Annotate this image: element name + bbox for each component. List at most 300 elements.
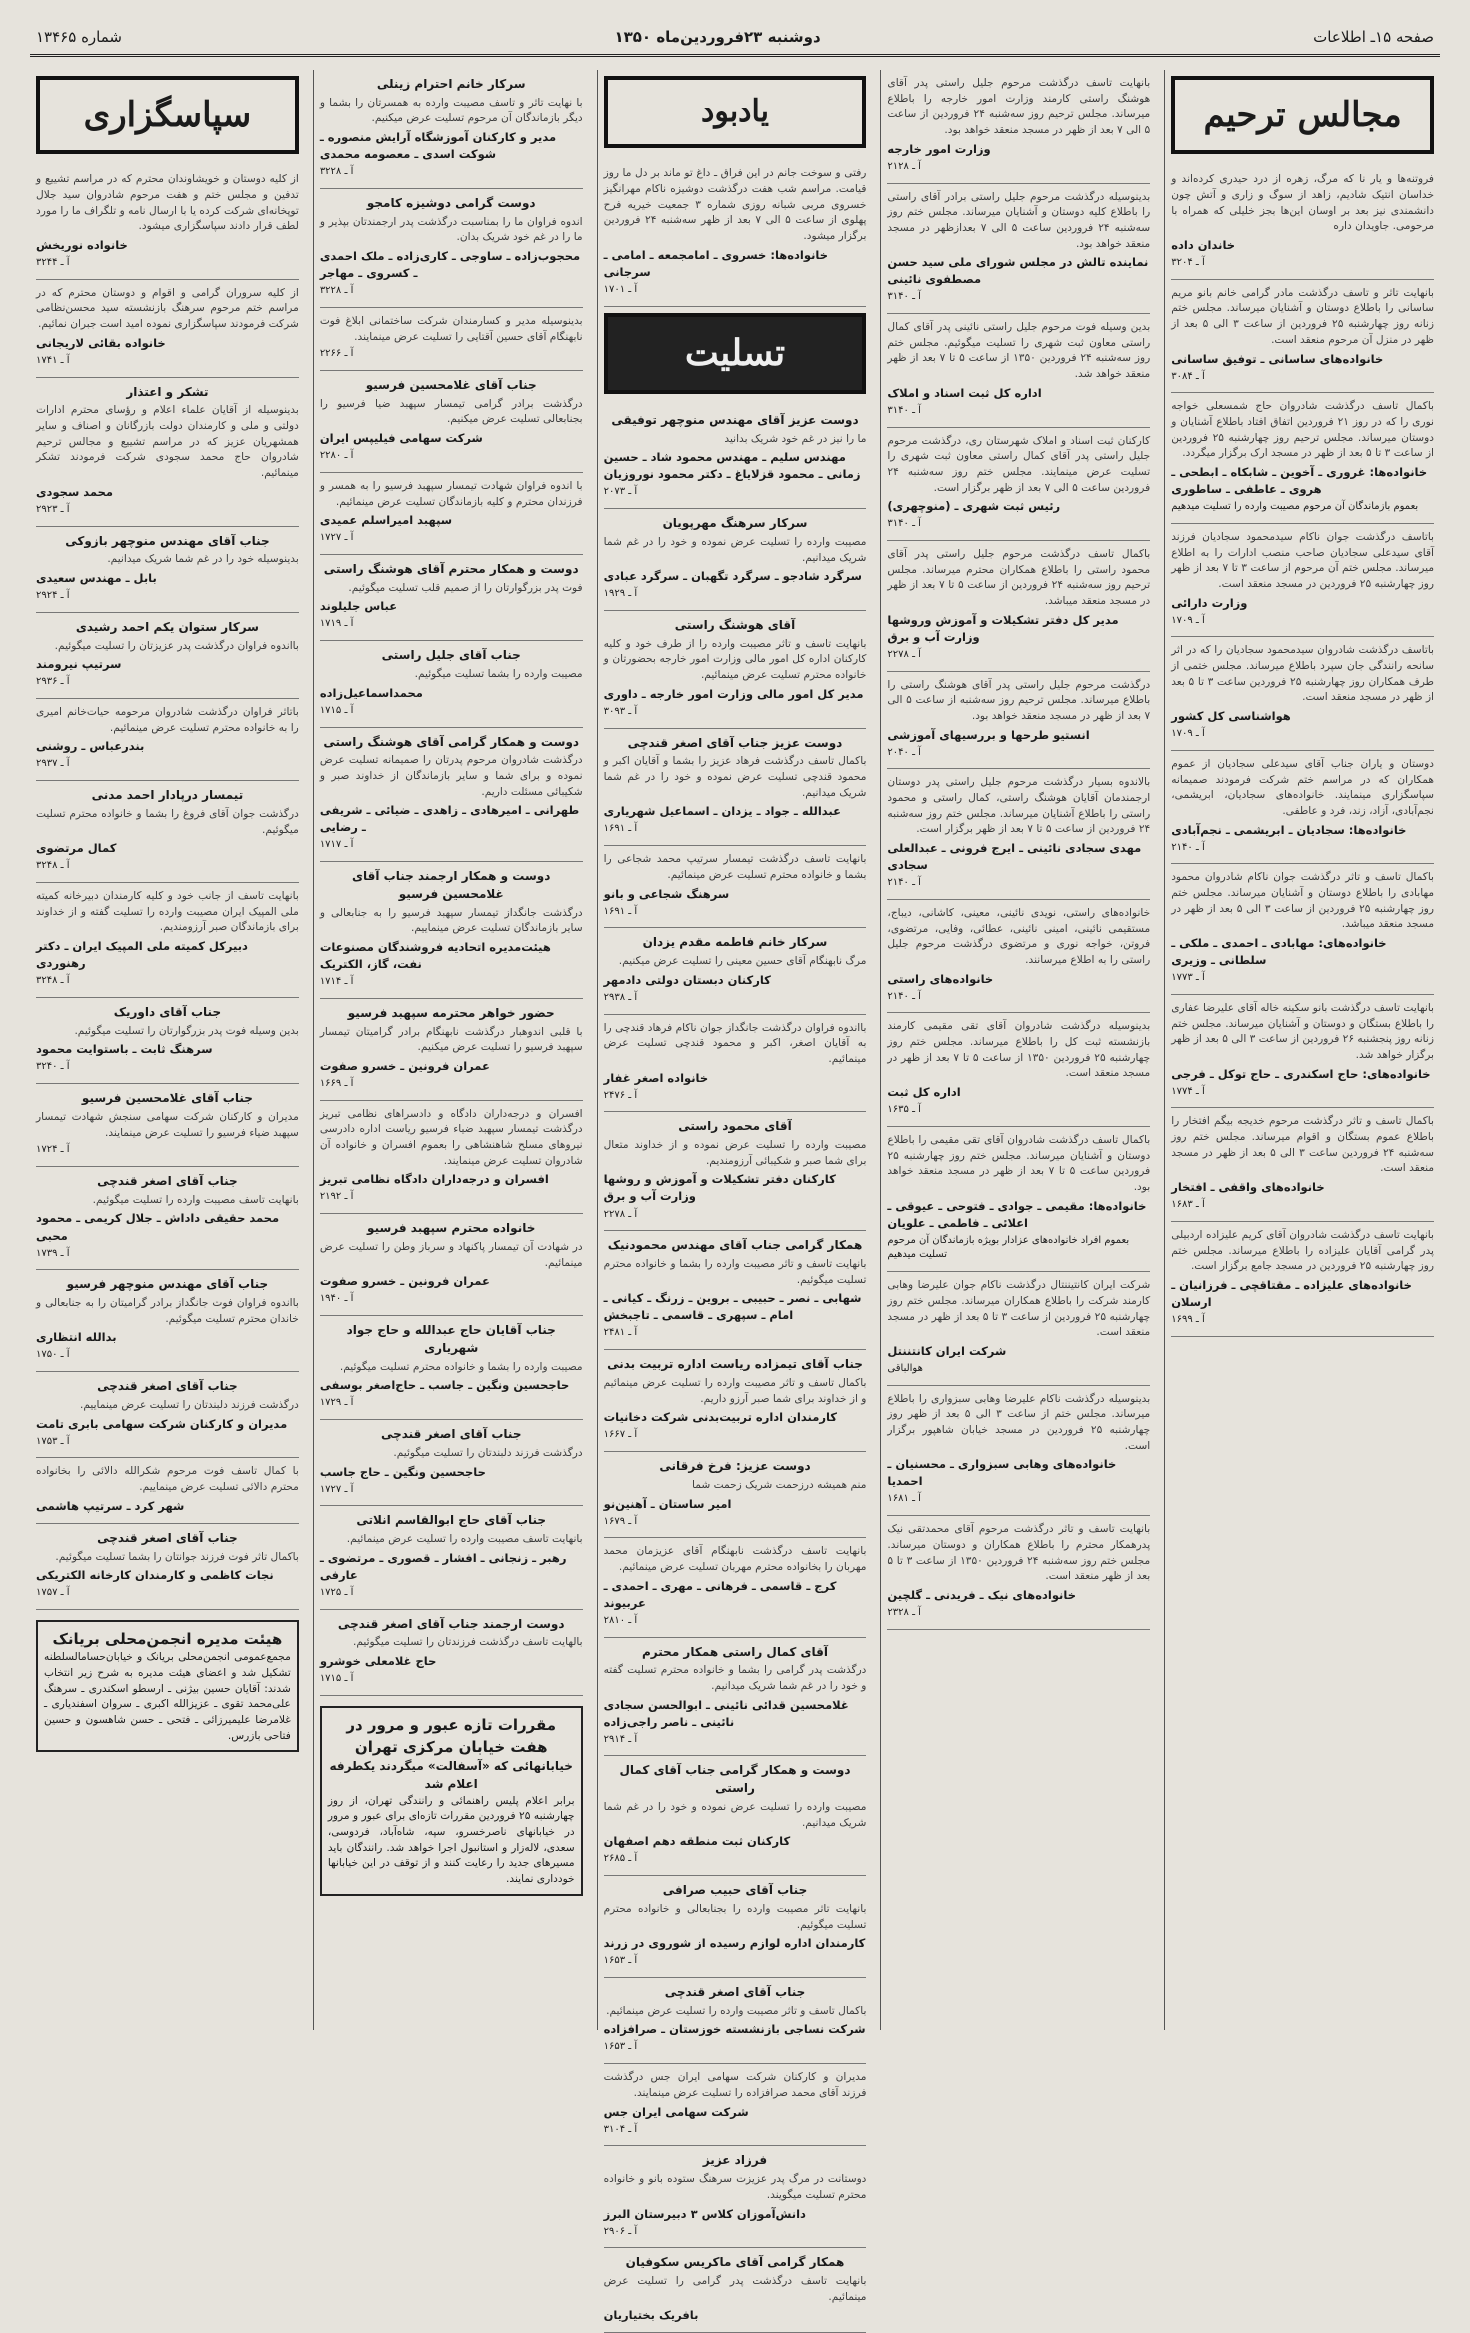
- notice-title: دوست و همکار گرامی آقای هوشنگ راستی: [323, 734, 580, 749]
- notice-body: مصیبت وارده را تسلیت عرض نموده و خود را در غم شما شریک میدانیم.: [603, 535, 867, 564]
- notice-number: آ ـ ۳۰۸۴: [1171, 370, 1205, 382]
- notice-signature: سرهنگ شجاعی و بانو: [603, 886, 730, 901]
- notice: [36, 883, 299, 998]
- notice-body: بدین وسیله فوت مرحوم جلیل راستی نائینی پدر آقای کمال راستی معاون ثبت شهری را تسلیت میگوئیم. مجلس ختم روز سه‌شنبه ۲۴ فروردین ۱۳۵۰ از ساعت ۵ تا ۷ بعد از ظهر منعقد خواهد شد.: [887, 321, 1151, 381]
- notice: [36, 1458, 299, 1523]
- notice-signature: شرکت ایران کانتننتل: [887, 1343, 1007, 1358]
- notice-body: بدینوسیله خود را در غم شما شریک میدانیم.: [107, 553, 299, 566]
- notice-body: مصیبت وارده را بشما و خانواده محترم تسلیت میگوئیم.: [339, 1360, 583, 1373]
- notice: [604, 729, 867, 847]
- notice-title: تیمسار درپادار احمد مدنی: [91, 788, 244, 803]
- notice-signature: نجات کاظمی و کارمندان کارخانه الکتریکی: [36, 1568, 274, 1583]
- notice-number: آ ـ ۳۲۴۴: [36, 257, 70, 269]
- notice: [887, 900, 1150, 1014]
- notice: [604, 1112, 867, 1231]
- notice-body: منم همیشه درزحمت شریک زحمت شما: [692, 1478, 867, 1491]
- notice-signature: وزارت امور خارجه: [887, 141, 991, 156]
- news-body: برابر اعلام پلیس راهنمائی و رانندگی تهران، از روز چهارشنبه ۲۵ فروردین مقررات تازه‌ای برای عبور و مرور در خیابانهای ناصرخسرو، سپه، شاه‌آباد، فردوسی، سعدی، لاله‌زار و استانبول اجرا خواهد شد. رانندگان باید مسیرهای جدید را رعایت کنند و از توقف در این خیابانها خودداری نمایند.: [327, 1794, 575, 1886]
- notice-signature: خانواده بقائی لاریجانی: [36, 335, 166, 350]
- notice-body: درگذشت جانگداز تیمسار سپهبد فرسیو را به جنابعالی و سایر بازماندگان تسلیت عرض مینماییم.: [319, 906, 583, 935]
- notice-title: جناب آقای حبیب صرافی: [662, 1883, 808, 1898]
- notice-signature: شهابی ـ نصر ـ حبیبی ـ بروین ـ زرنگ ـ کیانی ـ امام ـ سپهری ـ قاسمی ـ تاجبخش: [603, 1291, 862, 1323]
- notice: [36, 699, 299, 781]
- notice-body: مدیران و کارکنان شرکت سهامی سنجش شهادت تیمسار سپهبد ضیاء فرسیو را تسلیت عرض مینمایند.: [36, 1110, 299, 1139]
- notice-signature: غلامحسین قدائی نائینی ـ ابوالحسن سجادی نائینی ـ ناصر راجی‌زاده: [603, 1697, 849, 1729]
- notice: [887, 184, 1150, 315]
- notice-signature: نماینده تالش در مجلس شورای ملی سید حسن مصطفوی نائینی: [887, 255, 1149, 287]
- notice-signature: کرج ـ قاسمی ـ فرهانی ـ مهری ـ احمدی ـ عربیوند: [603, 1578, 837, 1610]
- notice: [887, 70, 1150, 184]
- notice-title: سرکار سرهنگ مهرپویان: [662, 516, 808, 531]
- notice-number: بعموم افراد خانواده‌های عزادار بویژه بازماندگان آن مرحوم تسلیت میدهیم: [887, 1234, 1130, 1261]
- notice-body: از کلیه سروران گرامی و اقوام و دوستان محترم که در مراسم ختم مرحوم سرهنگ بازنشسته سید محسن‌نظامی شرکت فرمودند سپاسگزاری نموده امید است جبران نمائیم.: [36, 286, 299, 331]
- notice-body: دوستان و یاران جناب آقای سیدعلی سجادیان از عموم همکاران که در مراسم ختم شرکت فرمودند صمیمانه سپاسگزاری مینمایند. خانواده‌های سجادیان، ابریشمی، نجم‌آبادی، آزاد، زند، فرد و عاطفی.: [1171, 757, 1434, 817]
- notice-title: تشکر و اعتذار: [126, 384, 209, 399]
- notice-number: آ ـ ۳۲۴۸: [36, 975, 70, 987]
- notice-body: اندوه فراوان ما را بمناسبت درگذشت پدر ارجمندتان بپذیر و ما را در غم خود شریک بدان.: [319, 215, 583, 244]
- notice: [604, 1638, 867, 1757]
- notice-body: باکمال تاسف و تاثر مصیبت وارده را تسلیت عرض مینمائیم.: [606, 2004, 867, 2017]
- notice-title: فرزاد عزیز: [702, 2153, 768, 2168]
- notice-signature: خانواده‌های راستی: [887, 971, 994, 986]
- date-label: دوشنبه ۲۳فروردین‌ماه ۱۳۵۰: [614, 28, 821, 46]
- notice-title: جناب آقای تیمزاده ریاست اداره تربیت بدنی: [607, 1357, 863, 1372]
- notice-number: آ ـ ۳۲۲۸: [319, 166, 354, 178]
- notice-signature: خانواده‌های علیزاده ـ مقتاقچی ـ فرزانیان ـ ارسلان: [1171, 1277, 1412, 1309]
- notice-body: بانهایت تاسف و تاثر درگذشت مرحوم آقای محمدتقی نیک پدرهمکار محترم را باطلاع همکاران و دوستان میرساند. مجلس ختم روز سه‌شنبه ۲۴ فروردین ۱۳۵۰ از ساعت ۳ تا ۵ بعد از ظهر منعقد است.: [887, 1523, 1151, 1583]
- notice: [1171, 280, 1434, 394]
- notice-title: جناب آقای داوریک: [113, 1004, 222, 1019]
- notice-number: آ ـ ۲۶۸۵: [603, 1853, 638, 1865]
- notice-body: مصیبت وارده را تسلیت عرض نموده و خود را در غم شما شریک میدانیم.: [603, 1800, 867, 1829]
- notice-body: باکمال تاسف و تاثر درگذشت مرحوم خدیجه بیگم افتخار را باطلاع عموم بستگان و اقوام میرساند. مجلس ختم روز سه‌شنبه ۲۴ فروردین ساعت ۳ الی ۵ بعد از ظهر در مسجد منعقد است.: [1171, 1115, 1434, 1175]
- notice-number: آ ـ ۱۹۲۹: [603, 588, 638, 600]
- notice: [604, 1538, 867, 1637]
- section-banner: یادبود: [604, 76, 867, 148]
- notice-number: آ ـ ۲۹۱۴: [603, 1733, 638, 1745]
- notice-number: آ ـ ۲۲۸۰: [319, 450, 354, 462]
- notice-body: از کلیه دوستان و خویشاوندان محترم که در مراسم تشییع و تدفین و مجلس ختم و هفت مرحوم شادروان سید جلال توپخانه‌ای شرکت کرده یا با ارسال نامه و تلگراف ما را مورد لطف قرار دادند سپاسگزاری میشود.: [36, 173, 299, 233]
- notice: [604, 611, 867, 729]
- notice-body: مرگ نابهنگام آقای حسین معینی را تسلیت عرض میکنیم.: [618, 955, 867, 968]
- notice-body: بانهایت تاسف درگذشت شادروان آقای کریم علیزاده اردبیلی پدر گرامی آقایان علیزاده را باطلاع میرساند. مجلس ختم روز چهارشنبه ۲۵ فروردین در مسجد جامع برگزار است.: [1171, 1228, 1434, 1273]
- notice-signature: سرگرد شادجو ـ سرگرد تگهبان ـ سرگرد عبادی: [603, 569, 862, 584]
- notices-list: [320, 70, 583, 1696]
- notice-title: آقای کمال راستی همکار محترم: [642, 1644, 828, 1659]
- notice-signature: عباس جلیلوند: [319, 599, 398, 614]
- notice-title: جناب آقای اصغر قندچی: [664, 1985, 806, 2000]
- notice-body: با نهایت تاثر و تاسف مصیبت وارده به همسرتان را بشما و دیگر بازماندگان آن مرحوم تسلیت عرض میکنیم.: [319, 96, 583, 125]
- notice-number: آ ـ ۱۷۷۳: [1171, 972, 1205, 984]
- notice-title: سرکار خانم احترام زینلی: [376, 77, 526, 91]
- notice-body: درگذشت فرزند دلبندتان را تسلیت عرض مینماییم.: [79, 1398, 299, 1411]
- notice-number: آ ـ ۲۱۴۰: [1171, 841, 1205, 853]
- notice-number: آ ـ ۲۱۹۲: [319, 1191, 354, 1203]
- notice: [36, 280, 299, 378]
- notice-signature: مدیر کل امور مالی وزارت امور خارجه ـ داوری: [603, 686, 864, 701]
- notice-body: درگذشت پدر گرامی را بشما و خانواده محترم تسلیت گفته و خود را در غم شما شریک میدانیم.: [603, 1664, 867, 1692]
- notice: [36, 781, 299, 883]
- notice-title: دوست گرامی دوشیزه کامجو: [366, 195, 536, 210]
- notice-signature: شرکت سهامی فیلیپس ایران: [319, 431, 483, 446]
- notice-number: آ ـ ۲۲۷۸: [887, 648, 921, 660]
- column-acknowledgments: [30, 70, 305, 2030]
- notice: [887, 428, 1150, 542]
- column-ceremonies-continued: [880, 70, 1156, 2030]
- notice-body: مصیبت وارده را تسلیت عرض نموده و از خداوند متعال برای شما صبر و شکیبائی آرزومندیم.: [603, 1139, 867, 1167]
- notice-signature: خانواده‌های وهابی سبزواری ـ محسنیان ـ احمدیا: [887, 1457, 1117, 1489]
- notice-number: آ ـ ۱۶۶۹: [319, 1077, 354, 1089]
- notice-body: باکمال تاسف و تاثر مصیبت وارده را تسلیت عرض مینمائیم و از خداوند برای شما صبر آرزو داریم.: [603, 1376, 867, 1405]
- notice: [1171, 637, 1434, 751]
- notice-title: جناب آقای مهندس منوچهر بازوکی: [65, 533, 270, 548]
- notice: [1171, 751, 1434, 865]
- notice-signature: کمال مرتضوی: [36, 841, 117, 856]
- notice-title: خانواده محترم سپهبد فرسیو: [367, 1221, 536, 1236]
- news-title: مقررات تازه عبور و مرور در هفت خیابان مرکزی تهران: [346, 1715, 557, 1756]
- notice: [320, 189, 583, 308]
- notice-body: باکمال تاسف درگذشت مرحوم جلیل راستی پدر آقای محمود راستی را باطلاع همکاران محترم میرساند. مجلس ترحیم روز سه‌شنبه ۲۴ فروردین از ساعت ۵ تا ۷ بعد از ظهر در مسجد منعقد میباشد.: [887, 548, 1151, 608]
- notice-signature: محجوب‌زاده ـ ساوجی ـ کاری‌زاده ـ ملک احمدی ـ کسروی ـ مهاجر: [319, 249, 581, 281]
- notice-body: کارکنان ثبت اسناد و املاک شهرستان ری، درگذشت مرحوم جلیل راستی پدر آقای کمال راستی معاون ثبت شهری را تسلیت عرض مینمایند. مجلس ختم روز سه‌شنبه ۲۴ فروردین ساعت ۵ الی ۷ بعد از ظهر برگزار است.: [887, 434, 1151, 494]
- notice-number: آ ـ ۱۷۰۹: [1171, 614, 1205, 626]
- notice: [604, 846, 867, 928]
- notice-signature: هواشناسی کل کشور: [1171, 709, 1291, 724]
- notices-list: [887, 70, 1150, 1630]
- notice-signature: عبدالله ـ جواد ـ یزدان ـ اسماعیل شهریاری: [603, 804, 841, 819]
- notice-title: دوست ارجمند جناب آقای اصغر قندچی: [337, 1616, 565, 1631]
- notice-body: باکمال تاسف درگذشت شادروان حاج شمسعلی خواجه نوری را که در روز ۲۱ فروردین اتفاق افتاد باطلاع آشنایان و دوستان میرساند. مجلس ترحیم روز چهارشنبه ۲۵ فروردین از ساعت ۳ تا ۵ بعد از ظهر در مسجد ارک برگزار میگردد.: [1171, 400, 1434, 460]
- notice-body: باتاثر فراوان درگذشت شادروان مرحومه حیات‌خانم امیری را به خانواده محترم تسلیت عرض مینمائیم.: [36, 706, 299, 734]
- notice-body: درگذشت مرحوم جلیل راستی پدر آقای هوشنگ راستی را باطلاع میرساند. مجلس ترحیم روز سه‌شنبه از ساعت ۵ الی ۷ بعد از ظهر در مسجد منعقد خواهد بود.: [887, 678, 1151, 722]
- notice: [1171, 864, 1434, 995]
- notice-number: آ ـ ۲۴۸۱: [603, 1327, 638, 1339]
- notice-title: دوست و همکار ارجمند جناب آقای غلامحسین فرسیو: [352, 869, 551, 901]
- notice: [887, 769, 1150, 900]
- notice-body: درگذشت فرزند دلبندتان را تسلیت میگوئیم.: [393, 1446, 583, 1459]
- page-label: صفحه ۱۵ـ اطلاعات: [1313, 28, 1434, 46]
- notice-signature: بندرعباس ـ روشنی: [36, 739, 145, 754]
- notice-body: رفتی و سوخت جانم در این فراق ـ داغ تو ماند بر دل ما روز قیامت. مراسم شب هفت درگذشت دوشیزه ناکام مهرانگیز خسروی مربی شبانه روزی شماره ۳ جمعیت خیریه فرح پهلوی از ساعت ۵ الی ۷ بعد از ظهر سه‌شنبه ۲۴ فروردین برگزار میشود.: [603, 167, 867, 243]
- notice-number: آ ـ ۲۸۱۰: [603, 1614, 638, 1626]
- notice-signature: دانش‌آموزان کلاس ۳ دبیرستان البرز: [603, 2206, 806, 2221]
- notice-number: آ ـ ۲۳۲۸: [887, 1606, 921, 1618]
- notice: [1171, 1222, 1434, 1337]
- news-subtitle: خیابانهائی که «آسفالت» میگردند یکطرفه اعلام شد: [329, 1759, 573, 1791]
- notice-title: دوست عزیز جناب آقای اصغر قندچی: [627, 735, 843, 750]
- notice-body: بااندوه فراوان فوت جانگداز برادر گرامیتان را به جنابعالی و خاندان محترم تسلیت میگوئیم.: [36, 1297, 299, 1325]
- notice-number: آ ـ ۲۰۴۰: [887, 746, 921, 758]
- notice-signature: خانواده‌ها: غروری ـ آخوین ـ شابکاه ـ ابطحی ـ هروی ـ عاطفی ـ ساطوری: [1171, 465, 1428, 497]
- notice-body: بانهایت تاسف درگذشت مرحوم جلیل راستی پدر آقای هوشنگ راستی کارمند وزارت امور خارجه را باطلاع میرساند. مجلس ترحیم روز سه‌شنبه ۲۴ فروردین از ساعت ۵ الی ۷ بعد از ظهر در مسجد منعقد خواهد بود.: [887, 77, 1151, 137]
- notice-number: آ ـ ۳۲۰۴: [1171, 257, 1205, 269]
- notice: [604, 1350, 867, 1452]
- notice: [604, 406, 867, 509]
- notice-signature: خانواده‌های نیک ـ فریدنی ـ گلچین: [887, 1587, 1076, 1602]
- notice-body: بااندوه فراوان درگذشت جانگداز جوان ناکام فرهاد قندچی را به آقایان اصغر، اکبر و محمود قندچی تسلیت عرض مینمائیم.: [603, 1021, 867, 1065]
- notice-body: مدیران و کارکنان شرکت سهامی ایران جس درگذشت فرزند آقای محمد صرافزاده را تسلیت عرض مینمایند.: [603, 2071, 867, 2099]
- notice-body: بانهایت تاسف و تاثر مصیبت وارده را بشما و خانواده محترم تسلیت میگوئیم.: [603, 1258, 867, 1286]
- notice-number: آ ـ ۱۷۱۵: [319, 704, 354, 716]
- notice-title: دوست عزیز: فرخ فرقانی: [659, 1459, 811, 1474]
- notice-body: درگذشت برادر گرامی تیمسار سپهبد ضیا فرسیو را بجنابعالی تسلیت عرض میکنیم.: [319, 397, 583, 426]
- notice-number: آ ـ ۲۱۴۰: [887, 990, 921, 1002]
- notice-number: آ ـ ۱۶۵۳: [603, 2041, 638, 2053]
- notice-body: باتاسف درگذشت شادروان سیدمحمود سجادیان را که در اثر سانحه رانندگی جان سپرد باطلاع میرساند. مجلس ختمی از طرف همکاران روز چهارشنبه ۲۵ فروردین ساعت ۳ تا ۵ بعد از ظهر در مسجد منعقد است.: [1171, 644, 1434, 704]
- notice-body: باکمال تاسف درگذشت فرهاد عزیز را بشما و آقایان اکبر و محمود قندچی تسلیت عرض نموده و خود را در غم شما شریک میدانیم.: [603, 755, 867, 799]
- newspaper-page: [30, 20, 1440, 2323]
- notice-body: در شهادت آن تیمسار پاکنهاد و سرباز وطن را تسلیت عرض مینمائیم.: [319, 1240, 583, 1269]
- notice-body: باکمال تاسف و تاثر درگذشت جوان ناکام شادروان محمود مهابادی را باطلاع دوستان و آشنایان میرساند. مجلس ختم روز چهارشنبه ۲۵ فروردین از ساعت ۳ الی ۵ بعد از ظهر در مسجد منعقد میباشد.: [1171, 871, 1434, 931]
- notice: [604, 928, 867, 1014]
- notice-signature: دبیرکل کمیته ملی المپیک ایران ـ دکتر رهنوردی: [36, 939, 248, 971]
- notice-signature: سپهبد امیراسلم عمیدی: [319, 513, 453, 528]
- notice-signature: محمد سجودی: [36, 484, 114, 499]
- notice-body: ما را نیز در غم خود شریک بدانید: [724, 432, 867, 445]
- notice-signature: مهندس سلیم ـ مهندس محمود شاد ـ حسین زمانی ـ محمود قزلایاغ ـ دکتر محمود نوروزیان: [603, 450, 861, 482]
- notice: [1171, 393, 1434, 524]
- notice: [320, 1610, 583, 1696]
- notices-list: [604, 406, 867, 2333]
- notice-signature: عمران فرونین ـ خسرو صفوت: [319, 1058, 490, 1073]
- notice-signature: حاجحسین ونگین ـ حاج جاسب: [319, 1464, 486, 1479]
- notice: [320, 371, 583, 473]
- notice-number: آ ـ ۱۷۲۷: [319, 1483, 354, 1495]
- notice: [604, 1015, 867, 1113]
- notice-signature: کارمندان اداره لوازم رسیده از شوروی در زرند: [603, 1936, 866, 1951]
- notice-body: بدینوسیله مدیر و کسارمندان شرکت ساختمانی ابلاغ فوت نابهنگام آقای حسین آقتایی را تسلیت عرض مینمایند.: [319, 314, 583, 343]
- notice: [604, 160, 867, 306]
- notice-body: شرکت ایران کانتیننتال درگذشت ناکام جوان علیرضا وهابی کارمند شرکت را باطلاع همکاران میرساند. مجلس ختم روز چهارشنبه ۲۵ فروردین از ساعت ۳ تا ۵ بعد از ظهر در مسجد منعقد است.: [887, 1279, 1151, 1339]
- notice-number: آ ـ ۱۷۱۴: [319, 975, 354, 987]
- notice-body: بانهایت تاثر مصیبت وارده را بجنابعالی و خانواده محترم تسلیت میگوئیم.: [603, 1902, 867, 1931]
- column-condolences-2: [313, 70, 589, 2030]
- notice-body: بدینوسیله درگذشت شادروان آقای تقی مقیمی کارمند بازنشسته ثبت کل را باطلاع میرساند. مجلس ختم روز چهارشنبه ۲۵ فروردین ۱۳۵۰ از ساعت ۵ تا ۷ بعد از ظهر در مسجد منعقد است.: [887, 1020, 1151, 1080]
- notice: [604, 1452, 867, 1538]
- notice: [36, 1270, 299, 1372]
- notice-body: بدینوسیله درگذشت مرحوم جلیل راستی برادر آقای راستی را باطلاع کلیه دوستان و آشنایان میرساند. مجلس ختم روز سه‌شنبه ۲۴ فروردین ساعت ۵ الی ۷ بعدازظهر در مسجد منعقد خواهد بود.: [887, 190, 1151, 250]
- notice-title: دوست و همکار محترم آقای هوشنگ راستی: [323, 562, 579, 577]
- notice: [320, 1101, 583, 1215]
- notice-number: آ ـ ۱۷۵۰: [36, 1349, 70, 1361]
- notice-signature: خانواده‌ها: مقیمی ـ جوادی ـ فتوحی ـ عیوقی ـ اعلائی ـ فاطمی ـ علویان: [887, 1198, 1147, 1230]
- column-memorial-condolences: [597, 70, 873, 2323]
- notice-signature: کارمندان اداره تربیت‌بدنی شرکت دخانیات: [603, 1410, 837, 1425]
- notice-number: آ ـ ۳۱۴۰: [887, 518, 921, 530]
- notice-number: آ ـ ۳۲۲۸: [319, 285, 354, 297]
- notice-signature: کارکنان ثبت منطقه دهم اصفهان: [603, 1834, 791, 1849]
- notice-signature: حاجحسین ونگین ـ جاسب ـ حاج‌اصغر بوسفی: [319, 1378, 570, 1393]
- notice-signature: عمران فرونین ـ خسرو صفوت: [319, 1274, 490, 1289]
- notice: [887, 1127, 1150, 1272]
- notice-signature: رهبر ـ زنجانی ـ افشار ـ قصوری ـ مرتضوی ـ عارفی: [319, 1550, 567, 1582]
- notice-title: جناب آقایان حاج عبدالله و حاج جواد شهریاری: [346, 1323, 556, 1355]
- notice-number: آ ـ ۱۷۷۴: [1171, 1085, 1205, 1097]
- notice-number: آ ـ ۱۷۰۹: [1171, 728, 1205, 740]
- notice: [887, 1516, 1150, 1630]
- notice-title: سرکار ستوان یکم احمد رشیدی: [75, 619, 259, 634]
- notice-number: آ ـ ۱۶۶۷: [603, 1429, 638, 1441]
- notice-signature: وزارت دارائی: [1171, 595, 1248, 610]
- notice-body: بدینوسیله درگذشت ناکام علیرضا وهابی سبزواری را باطلاع میرساند. مجلس ختم از ساعت ۳ الی ۵ بعد از ظهر روز چهارشنبه ۲۵ فروردین در مسجد خیابان شاهپور برگزار است.: [887, 1392, 1151, 1452]
- notice-signature: طهرانی ـ امیرهادی ـ زاهدی ـ ضیائی ـ شریفی ـ رضایی: [319, 803, 580, 835]
- notice-title: جناب آقای غلامحسین فرسیو: [81, 1091, 253, 1106]
- notice-number: آ ـ ۳۱۴۰: [887, 291, 921, 303]
- notices-list: [604, 160, 867, 306]
- notice-signature: اداره کل ثبت اسناد و املاک: [887, 385, 1042, 400]
- notice-title: جناب آقای اصغر قندچی: [380, 1427, 522, 1442]
- notice: [320, 70, 583, 189]
- notice: [887, 1386, 1150, 1517]
- notice: [36, 998, 299, 1084]
- notice-number: آ ـ ۲۲۷۸: [603, 1208, 638, 1220]
- notice-signature: خانواده اصغر غفار: [603, 1070, 709, 1085]
- notice-signature: مدیر کل دفتر تشکیلات و آموزش وروشها وزارت آب و برق: [887, 612, 1119, 644]
- notice-body: فروتنه‌ها و یار نا که مرگ، زهره از درد حیدری کرده‌اند و خداسان انتیک شادیم، زاهد از سوگ و زاری و آتش چون دانشمندی نیز بعد بر اوسان این‌ها بجز خلیلی که همراه با مرحومی. جاویدان داره: [1171, 173, 1434, 233]
- notice-body: بدین وسیله فوت پدر بزرگوارتان را تسلیت میگوئیم.: [74, 1024, 299, 1037]
- notice: [604, 1876, 867, 1978]
- notice-number: آ ـ ۱۷۲۵: [319, 1586, 354, 1598]
- notice: [320, 1506, 583, 1609]
- notice: [320, 862, 583, 999]
- news-body: مجمع‌عمومی انجمن‌محلی بریانک و خیابان‌حسامالسلطنه تشکیل شد و اعضای هیئت مدیره به شرح زیر انتخاب شدند: آقایان حسین بیژنی ـ ارسطو اسکندری ـ سرهنگ علی‌محمد تقوی ـ عزیزالله اکبری ـ سروان اسفندیاری ـ غلامرضا علیمیرزائی ـ فتحی ـ حسن شاهسون و حسین فتاحی بازرس.: [44, 1651, 291, 1742]
- notice: [1171, 995, 1434, 1109]
- notice-body: با کمال تاسف فوت مرحوم شکرالله دالائی را بخانواده محترم دالائی تسلیت عرض مینماییم.: [36, 1465, 299, 1494]
- column-condolence-ceremonies: [1164, 70, 1440, 2030]
- notice-signature: سرتیپ نیرومند: [36, 657, 122, 672]
- notice-signature: بدالله انتظاری: [36, 1330, 117, 1345]
- notice: [36, 378, 299, 527]
- notice: [604, 1231, 867, 1350]
- notice-body: باکمال تاثر فوت فرزند جوانتان را بشما تسلیت میگوئیم.: [55, 1550, 299, 1563]
- notice: [36, 1372, 299, 1458]
- notice-signature: سرهنگ ثابت ـ باستوایت محمود: [36, 1042, 213, 1057]
- notice-number: آ ـ ۲۱۴۰: [887, 877, 921, 889]
- notice-number: آ ـ ۱۹۴۰: [319, 1293, 354, 1305]
- notice-number: آ ـ ۱۶۹۱: [603, 823, 638, 835]
- notice: [604, 509, 867, 611]
- notice: [320, 1316, 583, 1420]
- notice-signature: شرکت سهامی ایران جس: [603, 2104, 749, 2119]
- notice-signature: اداره کل ثبت: [887, 1085, 961, 1100]
- notice-number: هوالباقی: [887, 1362, 923, 1374]
- notice-signature: افسران و درجه‌داران دادگاه نظامی تبریز: [319, 1172, 549, 1187]
- notice-title: همکار گرامی آقای ماکریس سکوفیان: [625, 2255, 845, 2270]
- notice-number: آ ـ ۲۹۳۶: [36, 676, 70, 688]
- notices-list: [1171, 166, 1434, 1336]
- notice-number: آ ـ ۱۷۱۷: [319, 839, 354, 851]
- notice: [604, 2064, 867, 2146]
- notice-body: بانهایت تاثر و تاسف درگذشت مادر گرامی خانم بانو مریم ساسانی را باطلاع دوستان و آشنایان میرساند. مجلس ختم زنانه روز چهارشنبه ۲۵ فروردین از ساعت ۳ الی ۵ بعد از ظهر در منزل آن مرحوم منعقد است.: [1171, 286, 1434, 346]
- notice-number: آ ـ ۱۶۹۱: [603, 905, 638, 917]
- notice-number: آ ـ ۳۲۴۸: [36, 860, 70, 872]
- notice: [1171, 524, 1434, 638]
- notice-title: جناب آقای جلیل راستی: [381, 648, 521, 663]
- notice-number: آ ـ ۱۷۱۹: [319, 618, 354, 630]
- notice-title: جناب آقای حاج ابوالقاسم انلاتی: [356, 1513, 546, 1528]
- notice: [887, 1013, 1150, 1127]
- notice-body: باتاسف درگذشت جوان ناکام سیدمحمود سجادیان فرزند آقای سیدعلی سجادیان صاحب منصب ادارات را به اطلاع میرساند. مجلس ختم آن مرحوم از ساعت ۳ تا ۷ بعد از ظهر روز چهارشنبه ۲۵ فروردین در مسجد منعقد است.: [1171, 530, 1434, 590]
- notice-signature: شرکت نساجی بازنشسته خوزستان ـ صرافزاده: [603, 2022, 866, 2037]
- notice: [320, 555, 583, 641]
- notice-number: آ ـ ۱۶۳۵: [887, 1104, 921, 1116]
- notice-signature: خانواده‌ها: خسروی ـ امامجمعه ـ امامی ـ سرجانی: [603, 247, 829, 279]
- issue-number: شماره ۱۳۴۶۵: [36, 28, 122, 46]
- notice: [887, 541, 1150, 672]
- notice: [604, 1978, 867, 2064]
- notice-signature: انستیو طرحها و بررسیهای آموزشی: [887, 727, 1090, 742]
- notice-title: جناب آقای اصغر قندچی: [97, 1530, 238, 1545]
- notice: [604, 2146, 867, 2248]
- notice-body: بالهایت تاسف درگذشت فرزندتان را تسلیت میگوئیم.: [352, 1636, 583, 1649]
- notice-body: دوستانت در مرگ پدر عزیزت سرهنگ ستوده بانو و خانواده محترم تسلیت میگویند.: [603, 2173, 867, 2201]
- notice-number: آ ـ ۳۲۴۰: [36, 1061, 70, 1073]
- notice-title: جناب آقای اصغر قندچی: [97, 1174, 238, 1189]
- notice: [36, 1167, 299, 1270]
- notice-number: آ ـ ۳۱۴۰: [887, 404, 921, 416]
- notice-signature: خانواده‌های: حاج اسکندری ـ حاج توکل ـ فرجی: [1171, 1066, 1431, 1081]
- notice-number: آ ـ ۱۷۵۳: [36, 1435, 70, 1447]
- section-banner: مجالس ترحیم: [1171, 76, 1434, 154]
- notice-body: بانهایت تاسف مصیبت وارده را تسلیت میگوئیم.: [92, 1193, 299, 1206]
- notice: [36, 166, 299, 280]
- notice-number: آ ـ ۲۱۲۸: [887, 160, 921, 172]
- notice-signature: هیئت‌مدیره اتحادیه فروشندگان مصنوعات نفت، گاز، الکتریک: [319, 939, 551, 971]
- notice-body: درگذشت شادروان مرحوم پدرتان را صمیمانه تسلیت عرض نموده و برای شما و سایر بازماندگان از خداوند صبر و شکیبائی مسئلت داریم.: [319, 754, 583, 798]
- notice-signature: بابل ـ مهندس سعیدی: [36, 570, 157, 585]
- notice-number: آ ـ ۱۷۱۵: [319, 1673, 354, 1684]
- notice-signature: خاندان داده: [1171, 238, 1236, 252]
- notice-number: آ ـ ۲۰۷۳: [603, 486, 638, 498]
- notice-body: بانهایت تاسف درگذشت نابهنگام آقای عزیزمان محمد مهربان را بخانواده محترم مهربان تسلیت عرض مینمائیم.: [603, 1545, 867, 1574]
- notice: [887, 672, 1150, 770]
- notice-number: آ ـ ۲۲۶۶: [319, 348, 354, 360]
- notice-number: آ ـ ۱۶۸۱: [887, 1493, 921, 1505]
- notice-body: فوت پدر بزرگوارتان را از صمیم قلب تسلیت میگوئیم.: [348, 581, 583, 594]
- notice-signature: محمد حقیقی داداش ـ جلال کریمی ـ محمود محبی: [36, 1211, 280, 1243]
- notice-signature: خانواده‌ها: سجادیان ـ ابریشمی ـ نجم‌آبادی: [1171, 822, 1407, 837]
- notice-number: آ ـ ۱۷۳۹: [36, 1247, 70, 1259]
- notice: [1171, 1108, 1434, 1222]
- notice-number: آ ـ ۱۷۲۷: [319, 532, 354, 544]
- notice-signature: رئیس ثبت شهری ـ (منوچهری): [887, 499, 1061, 514]
- notice-body: بانهایت تاسف درگذشت پدر گرامی را تسلیت عرض مینمائیم.: [603, 2275, 867, 2303]
- notice-number: آ ـ ۱۶۷۹: [603, 1515, 638, 1527]
- notice-number: آ ـ ۲۴۷۶: [603, 1089, 638, 1101]
- notice-body: با قلبی اندوهبار درگذشت نابهنگام برادر گرامیتان تیمسار سپهبد فرسیو را تسلیت عرض میکنیم.: [319, 1025, 583, 1054]
- notice-number: آ ـ ۳۱۰۴: [603, 2123, 638, 2135]
- notice-signature: خانواده نوریخش: [36, 238, 128, 252]
- notice-title: جناب آقای غلامحسین فرسیو: [365, 377, 537, 392]
- section-banner: سپاسگزاری: [36, 76, 299, 154]
- notice-body: بانهایت تاسف درگذشت بانو سکینه خاله آقای علیرضا عفاری را باطلاع بستگان و دوستان و آشنایان میرساند. مجلس ختم زنانه روز پنجشنبه ۲۶ فروردین از ساعت ۳ الی ۵ بعد از ظهر برگزار خواهد شد.: [1171, 1001, 1434, 1061]
- notice-signature: حاج غلامعلی خوشرو: [319, 1653, 437, 1668]
- notice-signature: مدیر و کارکنان آموزشگاه آرایش منصوره ـ شوکت اسدی ـ معصومه محمدی: [319, 130, 557, 162]
- notice-title: آقای هوشنگ راستی: [674, 618, 796, 632]
- notice-signature: خانواده‌های: مهابادی ـ احمدی ـ ملکی ـ سلطانی ـ وزیری: [1171, 936, 1387, 968]
- notice: [36, 613, 299, 699]
- notice-signature: مدیران و کارکنان شرکت سهامی بابری تامت: [36, 1416, 288, 1431]
- notices-list: [36, 166, 299, 1610]
- notice: [604, 1756, 867, 1876]
- notice-number: بعموم بازماندگان آن مرحوم مصیبت وارده را تسلیت میدهیم: [1171, 501, 1419, 513]
- notice-number: آ ـ ۲۹۲۴: [36, 590, 70, 601]
- notice-title: دوست و همکار گرامی جناب آقای کمال راستی: [619, 1763, 851, 1796]
- notice-title: سرکار خانم فاطمه مقدم یزدان: [642, 935, 828, 950]
- notice: [36, 527, 299, 613]
- notice: [1171, 166, 1434, 280]
- notice-number: آ ـ ۱۶۵۳: [603, 1955, 638, 1967]
